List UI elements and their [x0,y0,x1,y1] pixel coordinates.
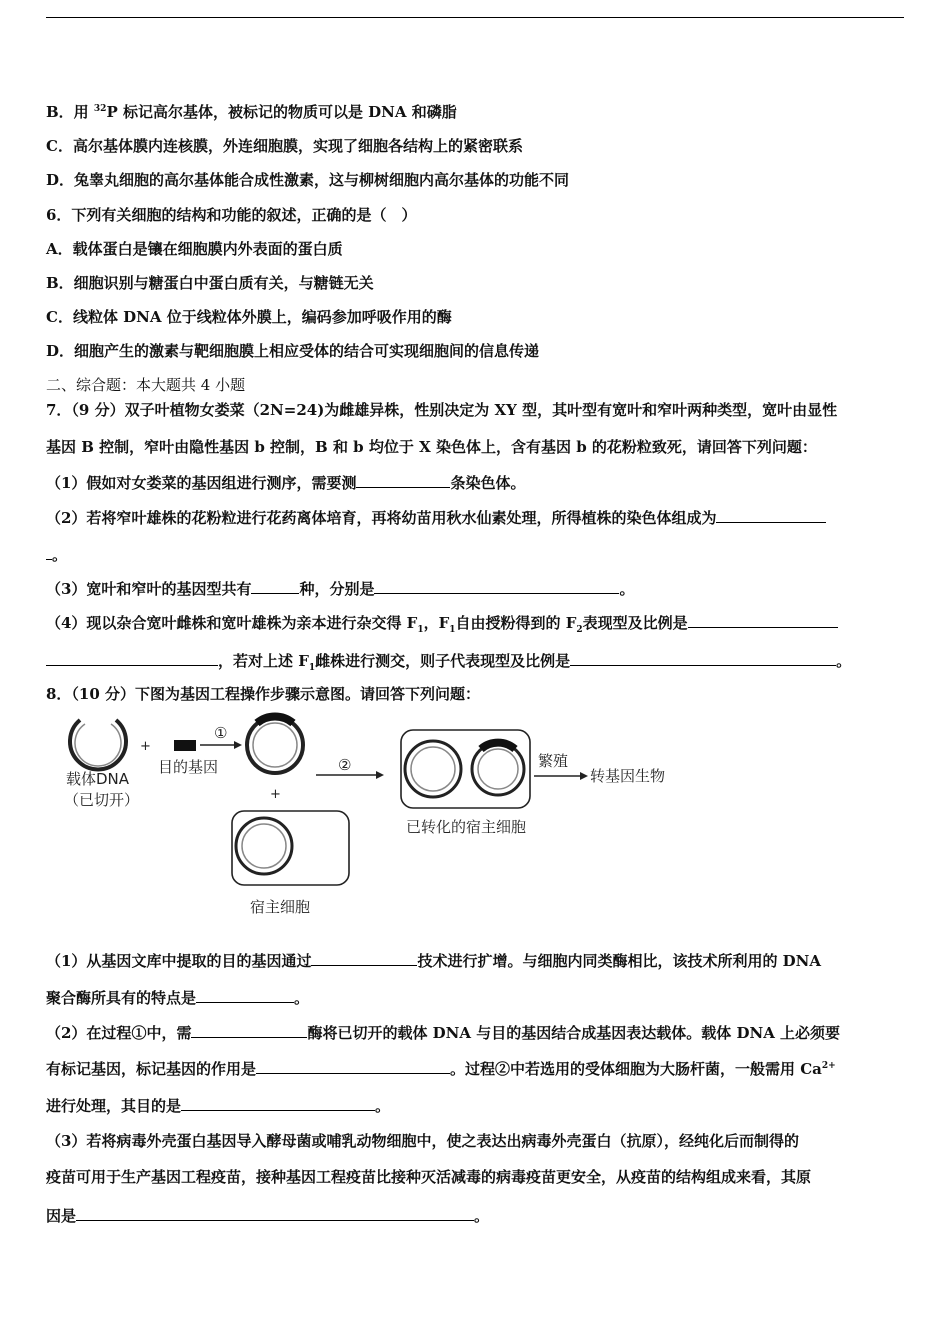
question-8-stem: 8．（10 分）下图为基因工程操作步骤示意图。请回答下列问题： [46,685,481,703]
question-6-stem: 6．下列有关细胞的结构和功能的叙述，正确的是（ ） [46,206,417,224]
question-8-part-3: （3）若将病毒外壳蛋白基因导入酵母菌或哺乳动物细胞中，使之表达出病毒外壳蛋白（抗原），经纯化后而制得的 [46,1132,799,1150]
host-cell-label: 宿主细胞 [250,898,311,916]
question-7-stem-1: 7．（9 分）双子叶植物女娄菜（2N=24)为雌雄异株，性别决定为 XY 型，其叶型有宽叶和窄叶两种类型，宽叶由显性 [46,401,838,419]
question-8-part-2-cont: 有标记基因，标记基因的作用是 。过程②中若选用的受体细胞为大肠杆菌，一般需用 $Ca^{2+}$ [46,1060,836,1078]
option-6b: B．细胞识别与糖蛋白中蛋白质有关，与糖链无关 [46,274,374,292]
section-heading: 二、综合题：本大题共 4 小题 [46,376,246,394]
answer-blank[interactable] [356,472,450,488]
question-7-part-1: （1）假如对女娄菜的基因组进行测序，需要测 条染色体。 [46,474,526,492]
answer-blank[interactable] [688,612,838,628]
arrow-head-icon [580,772,588,780]
question-8-part-2: （2）在过程①中，需 酶将已切开的载体 DNA 与目的基因结合成基因表达载体。载体 DNA 上必须要 [46,1024,841,1042]
transformed-plasmid-icon [405,741,461,797]
question-8-part-3-cont: 疫苗可用于生产基因工程疫苗，接种基因工程疫苗比接种灭活减毒的病毒疫苗更安全，从疫苗的结构组成来看，其原 [46,1168,812,1186]
step-1-label: ① [214,724,228,742]
host-plasmid-inner-icon [242,824,286,868]
transformed-gene-icon [481,743,515,749]
option-6c: C．线粒体 DNA 位于线粒体外膜上，编码参加呼吸作用的酶 [46,308,452,326]
genetic-engineering-diagram [60,712,680,927]
option-6d: D．细胞产生的激素与靶细胞膜上相应受体的结合可实现细胞间的信息传递 [46,342,540,360]
answer-blank[interactable] [311,950,417,966]
transformed-recombinant-icon [472,743,524,795]
vector-label-1: 载体DNA [66,770,130,788]
question-8-part-2-cont-2: 进行处理，其目的是 。 [46,1097,391,1115]
host-plasmid-icon [236,818,292,874]
header-rule [46,17,904,18]
transformed-cell-label: 已转化的宿主细胞 [406,818,527,836]
question-7-part-4-cont: ，若对上述 $F_1$雌株进行测交，则子代表现型及比例是 。 [46,650,851,671]
question-7-part-2-cont: 。 [46,544,67,565]
question-7-part-3: （3）宽叶和窄叶的基因型共有 种，分别是 。 [46,580,635,598]
answer-blank[interactable] [181,1095,375,1111]
option-5b: B．用 $^{32}$P 标记高尔基体，被标记的物质可以是 DNA 和磷脂 [46,103,457,121]
cut-vector-icon [70,720,126,769]
answer-blank[interactable] [196,987,294,1003]
arrow-head-icon [234,741,242,749]
answer-blank[interactable] [570,650,836,666]
answer-blank[interactable] [374,578,619,594]
transformed-recombinant-inner-icon [478,749,518,789]
question-7-part-2: （2）若将窄叶雄株的花粉粒进行花药离体培育，再将幼苗用秋水仙素处理，所得植株的染色体组成为 [46,507,826,528]
target-gene-label: 目的基因 [158,758,219,776]
target-gene-icon [174,740,196,751]
answer-blank[interactable] [256,1058,450,1074]
arrow-head-icon [376,771,384,779]
question-7-part-4: （4）现以杂合宽叶雌株和宽叶雄株为亲本进行杂交得 $F_1$，$F_1$自由授粉得到的 $F_2$表现型及比例是 [46,612,838,633]
vector-label-2: （已切开） [64,791,140,809]
question-8-part-1-cont: 聚合酶所具有的特点是 。 [46,989,310,1007]
answer-blank[interactable] [46,650,218,666]
recombinant-vector-inner-icon [253,723,297,767]
question-8-part-1: （1）从基因文库中提取的目的基因通过 技术进行扩增。与细胞内同类酶相比，该技术所利用的 DNA [46,952,822,970]
answer-blank[interactable] [191,1022,307,1038]
answer-blank[interactable] [716,507,826,523]
plus-sign-2: + [270,787,281,802]
question-7-stem-2: 基因 B 控制，窄叶由隐性基因 b 控制，B 和 b 均位于 X 染色体上，含有基因 b 的花粉粒致死，请回答下列问题： [46,438,817,456]
answer-blank[interactable] [251,578,299,594]
propagate-label: 繁殖 [538,752,569,770]
question-8-part-3-cont-2: 因是 。 [46,1207,490,1225]
answer-blank[interactable] [76,1205,474,1221]
plus-sign: + [140,739,151,754]
inserted-gene-icon [257,716,293,723]
option-5d: D．兔睾丸细胞的高尔基体能合成性激素，这与柳树细胞内高尔基体的功能不同 [46,171,570,189]
option-6a: A．载体蛋白是镶在细胞膜内外表面的蛋白质 [46,240,343,258]
option-5c: C．高尔基体膜内连核膜，外连细胞膜，实现了细胞各结构上的紧密联系 [46,137,523,155]
recombinant-vector-icon [247,717,303,773]
cut-vector-inner-icon [75,724,121,766]
transformed-plasmid-inner-icon [411,747,455,791]
transgenic-label: 转基因生物 [590,767,666,785]
step-2-label: ② [338,756,352,774]
